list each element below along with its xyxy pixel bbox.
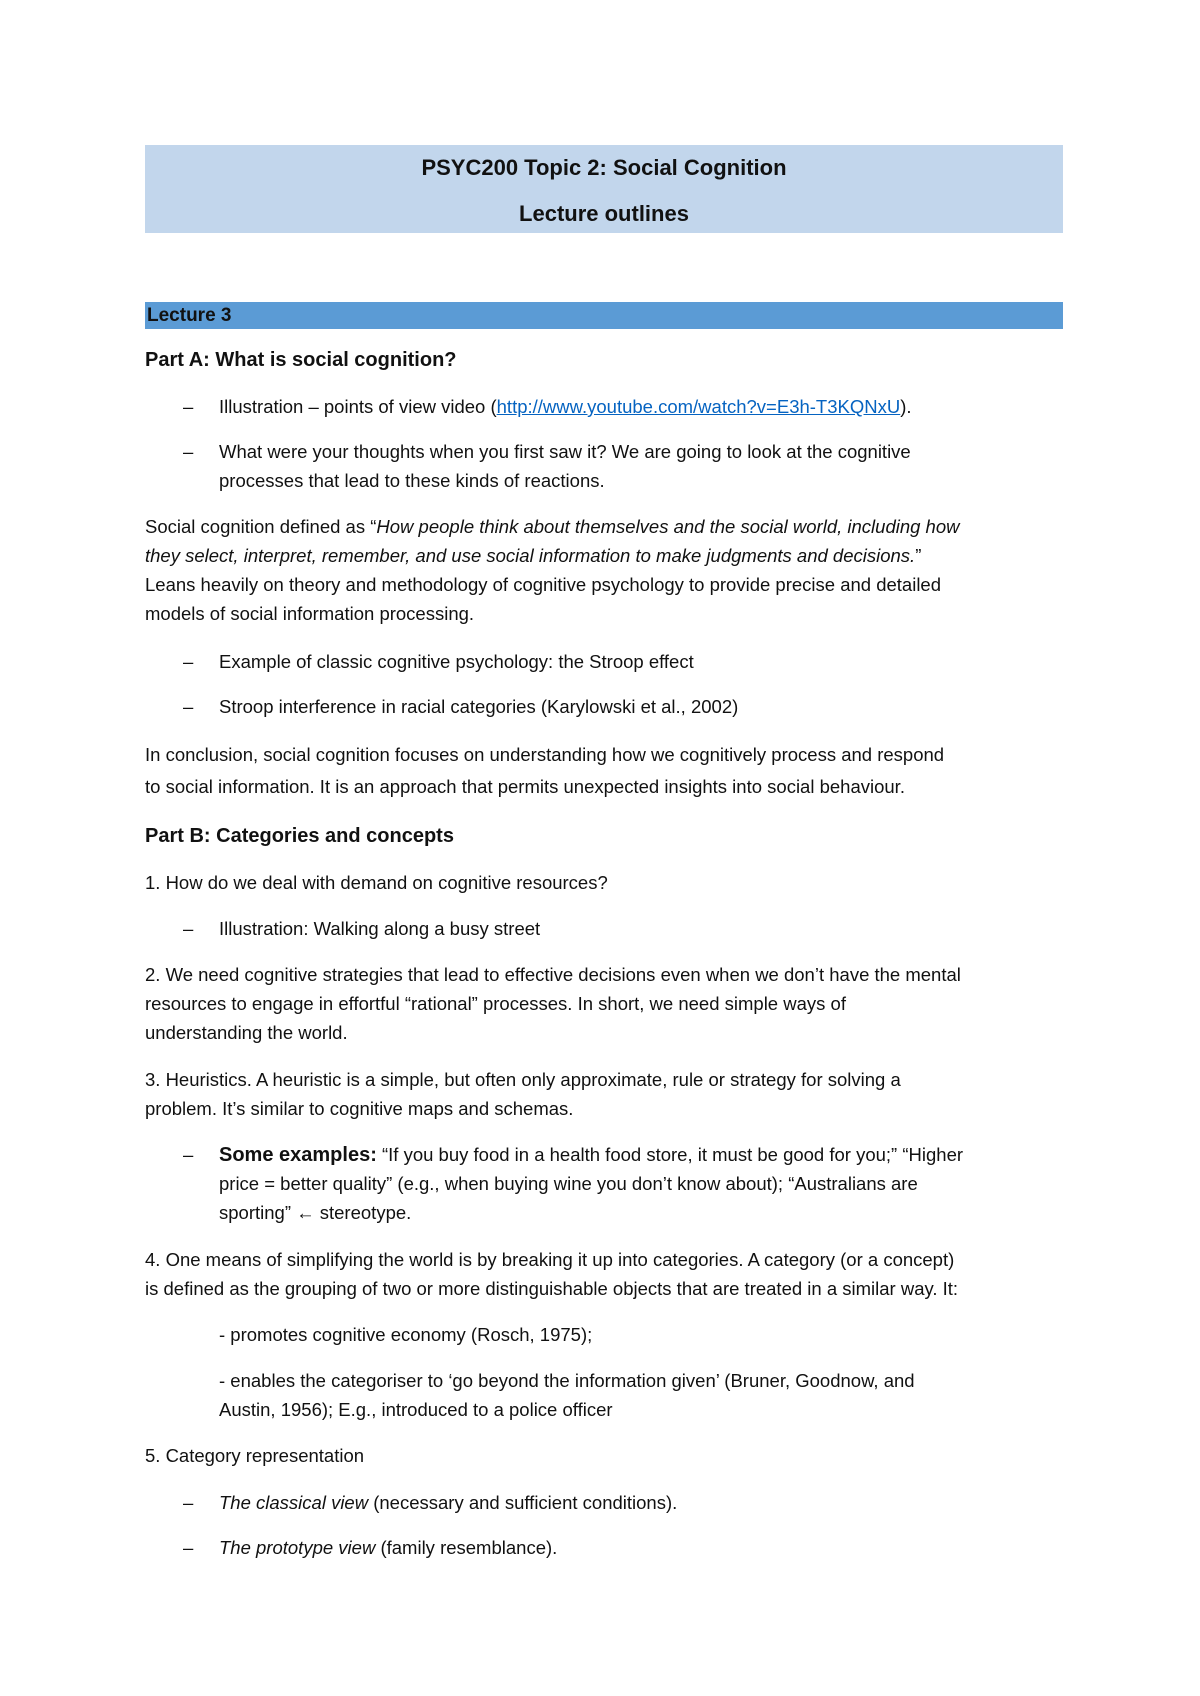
conclusion-line2	[145, 775, 905, 799]
view-description: (family resemblance).	[375, 1537, 558, 1558]
bullet-dash: –	[183, 396, 194, 417]
definition-line4: models of social information processing.	[145, 603, 475, 624]
bullet-stroop-effect: Example of classic cognitive psychology: the Stroop effect	[219, 651, 694, 672]
bullet-dash: –	[183, 441, 194, 462]
examples-line2: price = better quality” (e.g., when buying wine you don’t know about); “Australians are	[219, 1173, 918, 1194]
examples-line1	[219, 1143, 963, 1167]
conclusion-text: social cognition focuses on understanding how we cognitively process and respond	[263, 744, 945, 765]
view-name: The classical view	[219, 1492, 369, 1513]
conclusion-prefix: In conclusion,	[145, 744, 264, 765]
item-4-sub2-line1: - enables the categoriser to ‘go beyond the information given’ (Bruner, Goodnow, and	[219, 1370, 915, 1391]
item-3-line2: problem. It’s similar to cognitive maps and schemas.	[145, 1098, 574, 1119]
item-2-line3: understanding the world.	[145, 1022, 348, 1043]
lecture-heading-bar	[145, 302, 1063, 329]
bullet-thoughts-line2: processes that lead to these kinds of reactions.	[219, 470, 605, 491]
item-4-sub2-line2: Austin, 1956); E.g., introduced to a police officer	[219, 1399, 613, 1420]
examples-text: “If you buy food in a health food store, it must be good for you;” “Higher	[376, 1144, 964, 1165]
lecture-label: Lecture 3	[147, 305, 232, 326]
definition-line1	[145, 515, 960, 539]
definition-prefix: Social cognition defined as “	[145, 516, 377, 537]
bullet-dash: –	[183, 1537, 194, 1558]
item-3-line1: 3. Heuristics. A heuristic is a simple, but often only approximate, rule or strategy for solving a	[145, 1069, 901, 1090]
part-a-heading: Part A: What is social cognition?	[145, 349, 457, 371]
bullet-text: ).	[900, 396, 912, 417]
item-4-line2: is defined as the grouping of two or more distinguishable objects that are treated in a similar way. It:	[145, 1278, 959, 1299]
examples-label: Some examples:	[219, 1144, 377, 1166]
definition-quote: How people think about themselves and the social world, including how	[376, 516, 960, 537]
bullet-text: Illustration – points of view video (	[219, 396, 497, 417]
document-title: PSYC200 Topic 2: Social Cognition	[421, 155, 787, 180]
conclusion-line1	[145, 743, 944, 767]
item-5: 5. Category representation	[145, 1445, 365, 1466]
item-2-line2: resources to engage in effortful “rational” processes. In short, we need simple ways of	[145, 993, 846, 1014]
item-4-line1: 4. One means of simplifying the world is by breaking it up into categories. A category (or a concept)	[145, 1249, 955, 1270]
document-subtitle: Lecture outlines	[519, 201, 689, 226]
examples-line3: sporting” ← stereotype.	[219, 1202, 412, 1223]
part-b-heading: Part B: Categories and concepts	[145, 825, 454, 847]
definition-suffix: ”	[915, 545, 922, 566]
bullet-dash: –	[183, 918, 194, 939]
title-box	[145, 145, 1063, 233]
bullet-dash: –	[183, 696, 194, 717]
bullet-prototype-view	[219, 1536, 557, 1560]
definition-line2	[145, 544, 921, 568]
bullet-classical-view	[219, 1491, 677, 1515]
view-description: (necessary and sufficient conditions).	[368, 1492, 678, 1513]
bullet-dash: –	[183, 1492, 194, 1513]
bullet-thoughts-line1: What were your thoughts when you first saw it? We are going to look at the cognitive	[219, 441, 911, 462]
conclusion-text: . It is an approach that permits unexpected insights into social behaviour.	[309, 776, 905, 797]
definition-quote: they select, interpret, remember, and use social information to make judgments and decisions.	[145, 545, 916, 566]
bullet-dash: –	[183, 1144, 194, 1165]
bullet-dash: –	[183, 651, 194, 672]
youtube-link[interactable]: http://www.youtube.com/watch?v=E3h-T3KQNxU	[496, 396, 901, 417]
bullet-stroop-racial: Stroop interference in racial categories (Karylowski et al., 2002)	[219, 696, 739, 717]
item-1: 1. How do we deal with demand on cognitive resources?	[145, 872, 608, 893]
item-4-sub1: - promotes cognitive economy (Rosch, 1975);	[219, 1324, 593, 1345]
item-2-line1: 2. We need cognitive strategies that lead to effective decisions even when we don’t have the mental	[145, 964, 961, 985]
bullet-busy-street: Illustration: Walking along a busy street	[219, 918, 541, 939]
conclusion-text: to social information	[145, 776, 310, 797]
view-name: The prototype view	[219, 1537, 376, 1558]
bullet-illustration-video	[219, 395, 912, 419]
definition-line3: Leans heavily on theory and methodology of cognitive psychology to provide precise and detailed	[145, 574, 942, 595]
